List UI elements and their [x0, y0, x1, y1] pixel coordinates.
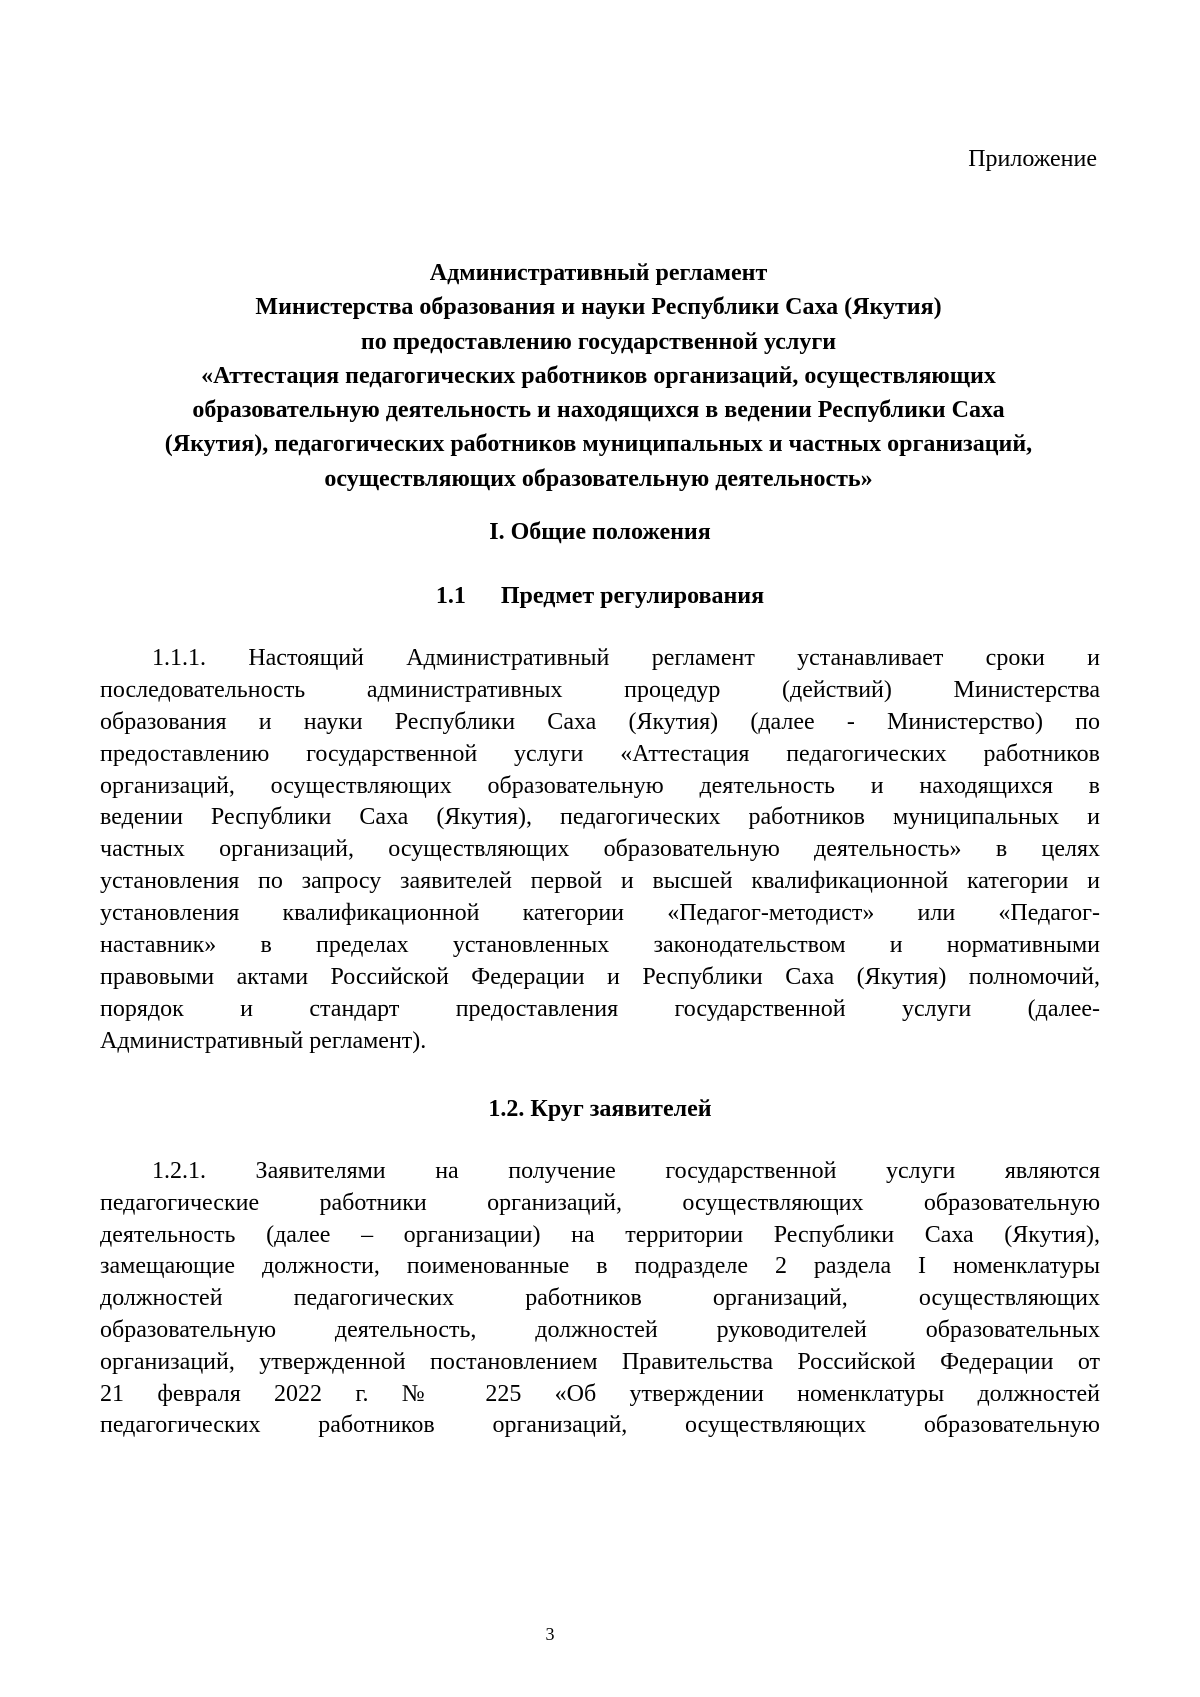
text-line: предоставлению государственной услуги «Аттестация педагогических работников: [100, 740, 1100, 767]
text-line: 1.1.1. Настоящий Административный регламент устанавливает сроки и: [152, 645, 1100, 671]
text-line: порядок и стандарт предоставления государственной услуги (далее-: [100, 995, 1100, 1022]
text-line: ведении Республики Саха (Якутия), педагогических работников муниципальных и: [100, 804, 1100, 831]
subsection-title: Предмет регулирования: [500, 583, 765, 609]
title-line: (Якутия), педагогических работников муниципальных и частных организаций,: [164, 431, 1033, 458]
document-title: [100, 256, 1097, 496]
text-line: педагогических работников организаций, осуществляющих образовательную: [100, 1412, 1100, 1439]
text-line: установления квалификационной категории «Педагог-методист» или «Педагог-: [100, 900, 1100, 927]
subsection-heading-applicants: 1.2. Круг заявителей: [488, 1096, 712, 1122]
text-line: образовательную деятельность, должностей руководителей образовательных: [100, 1316, 1100, 1343]
text-line: Административный регламент).: [100, 1027, 427, 1054]
subsection-heading-subject: [100, 580, 1100, 612]
text-line: должностей педагогических работников организаций, осуществляющих: [100, 1285, 1100, 1312]
section-heading-general: I. Общие положения: [489, 519, 711, 545]
appendix-label: Приложение: [968, 146, 1097, 172]
title-line: осуществляющих образовательную деятельность»: [324, 465, 873, 492]
text-line: установления по запросу заявителей первой и высшей квалификационной категории и: [100, 868, 1100, 895]
text-line: деятельность (далее – организации) на территории Республики Саха (Якутия),: [100, 1221, 1100, 1248]
text-line: замещающие должности, поименованные в подразделе 2 раздела I номенклатуры: [100, 1253, 1100, 1280]
title-line: Министерства образования и науки Республики Саха (Якутия): [255, 294, 942, 321]
title-line: Административный регламент: [429, 260, 768, 286]
paragraph-1-1-1: [100, 643, 1100, 1058]
text-line: 21 февраля 2022 г. № 225 «Об утверждении номенклатуры должностей: [100, 1380, 1100, 1407]
text-line: 1.2.1. Заявителями на получение государственной услуги являются: [152, 1158, 1100, 1184]
text-line: педагогические работники организаций, осуществляющих образовательную: [100, 1189, 1100, 1216]
text-line: частных организаций, осуществляющих образовательную деятельность» в целях: [100, 836, 1100, 863]
text-line: последовательность административных процедур (действий) Министерства: [100, 676, 1100, 703]
text-line: образования и науки Республики Саха (Якутия) (далее - Министерство) по: [100, 708, 1100, 735]
paragraph-1-2-1: [100, 1156, 1100, 1442]
text-line: правовыми актами Российской Федерации и Республики Саха (Якутия) полномочий,: [100, 963, 1100, 990]
subsection-number: 1.1: [435, 583, 466, 609]
page-number: 3: [545, 1624, 555, 1644]
title-line: «Аттестация педагогических работников организаций, осуществляющих: [201, 362, 996, 389]
text-line: наставник» в пределах установленных законодательством и нормативными: [100, 932, 1100, 959]
text-line: организаций, утвержденной постановлением Правительства Российской Федерации от: [100, 1348, 1100, 1375]
title-line: образовательную деятельность и находящихся в ведении Республики Саха: [192, 397, 1005, 424]
text-line: организаций, осуществляющих образовательную деятельность и находящихся в: [100, 772, 1100, 799]
title-line: по предоставлению государственной услуги: [360, 328, 837, 355]
